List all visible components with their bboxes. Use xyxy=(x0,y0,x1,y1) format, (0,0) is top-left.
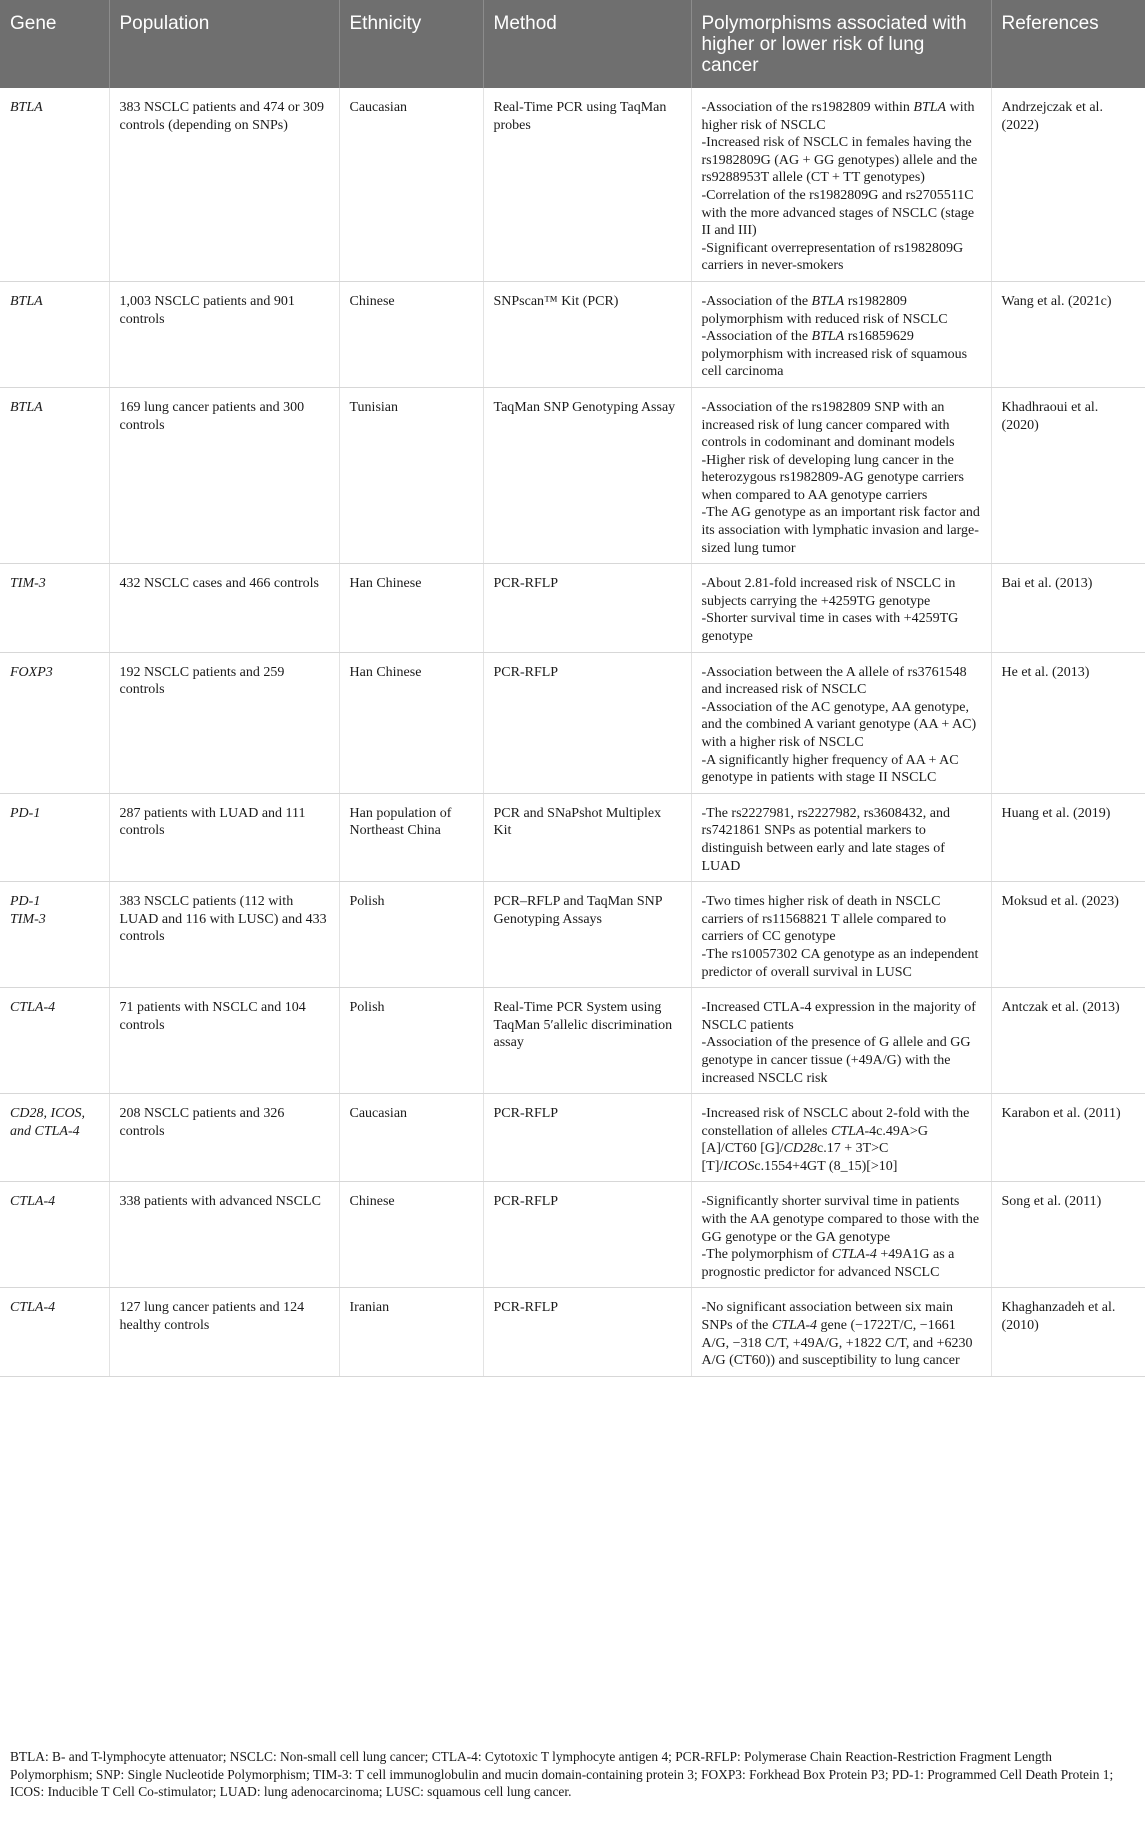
cell-population: 287 patients with LUAD and 111 controls xyxy=(109,793,339,881)
polymorphism-finding: -Association of the rs1982809 SNP with an increased risk of lung cancer compared with controls in codominant and dominant models xyxy=(701,399,955,451)
gene-name: CD28, ICOS, and CTLA-4 xyxy=(10,1106,86,1139)
polymorphism-finding: -The rs10057302 CA genotype as an independent predictor of overall survival in LUSC xyxy=(701,946,979,980)
polymorphism-finding: -Two times higher risk of death in NSCLC carriers of rs11568821 T allele compared to carriers of CC genotype xyxy=(701,894,947,945)
cell-ethnicity: Polish xyxy=(339,882,483,988)
cell-population: 383 NSCLC patients and 474 or 309 controls (depending on SNPs) xyxy=(109,88,339,281)
polymorphism-finding: -The rs2227981, rs2227982, rs3608432, and rs7421861 SNPs as potential markers to distinguish between early and late stages of LUAD xyxy=(701,805,950,874)
gene-name: TIM-3 xyxy=(10,576,46,592)
cell-method: PCR-RFLP xyxy=(483,1288,691,1376)
cell-gene xyxy=(0,88,109,281)
cell-reference: Moksud et al. (2023) xyxy=(991,882,1145,988)
cell-gene xyxy=(0,1094,109,1182)
cell-polymorphisms xyxy=(691,1182,991,1288)
polymorphism-finding: -Significant overrepresentation of rs1982809G carriers in never-smokers xyxy=(701,240,964,274)
cell-ethnicity: Iranian xyxy=(339,1288,483,1376)
cell-ethnicity: Han Chinese xyxy=(339,652,483,793)
table-row xyxy=(0,1182,1145,1288)
gene-name: BTLA xyxy=(10,399,43,415)
cell-method: TaqMan SNP Genotyping Assay xyxy=(483,387,691,563)
cell-population: 383 NSCLC patients (112 with LUAD and 116 with LUSC) and 433 controls xyxy=(109,882,339,988)
table-row xyxy=(0,564,1145,652)
cell-gene xyxy=(0,988,109,1094)
header-gene: Gene xyxy=(0,0,109,88)
table-row xyxy=(0,1288,1145,1376)
cell-population: 127 lung cancer patients and 124 healthy controls xyxy=(109,1288,339,1376)
cell-reference: Karabon et al. (2011) xyxy=(991,1094,1145,1182)
header-references: References xyxy=(991,0,1145,88)
header-row xyxy=(0,0,1145,88)
cell-ethnicity: Polish xyxy=(339,988,483,1094)
polymorphism-finding: -Association between the A allele of rs3761548 and increased risk of NSCLC xyxy=(701,664,967,698)
cell-gene xyxy=(0,793,109,881)
polymorphism-finding: -Association of the BTLA rs16859629 polymorphism with increased risk of squamous cell carcinoma xyxy=(701,329,968,380)
cell-ethnicity: Caucasian xyxy=(339,88,483,281)
cell-method: Real-Time PCR System using TaqMan 5′allelic discrimination assay xyxy=(483,988,691,1094)
cell-reference: Khaghanzadeh et al. (2010) xyxy=(991,1288,1145,1376)
cell-population: 169 lung cancer patients and 300 controls xyxy=(109,387,339,563)
cell-polymorphisms xyxy=(691,1288,991,1376)
gene-name: TIM-3 xyxy=(10,911,46,927)
gene-name: PD-1 xyxy=(10,894,41,910)
cell-polymorphisms xyxy=(691,564,991,652)
cell-polymorphisms xyxy=(691,88,991,281)
table-row xyxy=(0,882,1145,988)
cell-ethnicity: Chinese xyxy=(339,281,483,387)
cell-reference: Song et al. (2011) xyxy=(991,1182,1145,1288)
cell-population: 432 NSCLC cases and 466 controls xyxy=(109,564,339,652)
cell-reference: Wang et al. (2021c) xyxy=(991,281,1145,387)
polymorphism-finding: -Shorter survival time in cases with +4259TG genotype xyxy=(701,611,959,645)
table-row xyxy=(0,793,1145,881)
cell-method: PCR–RFLP and TaqMan SNP Genotyping Assays xyxy=(483,882,691,988)
polymorphism-finding: -The polymorphism of CTLA-4 +49A1G as a prognostic predictor for advanced NSCLC xyxy=(701,1247,955,1280)
cell-population: 71 patients with NSCLC and 104 controls xyxy=(109,988,339,1094)
cell-reference: Bai et al. (2013) xyxy=(991,564,1145,652)
polymorphism-finding: -Correlation of the rs1982809G and rs2705511C with the more advanced stages of NSCLC (stage II and III) xyxy=(701,187,975,239)
cell-population: 192 NSCLC patients and 259 controls xyxy=(109,652,339,793)
header-method: Method xyxy=(483,0,691,88)
cell-ethnicity: Chinese xyxy=(339,1182,483,1288)
cell-method: Real-Time PCR using TaqMan probes xyxy=(483,88,691,281)
table-row xyxy=(0,652,1145,793)
cell-gene xyxy=(0,564,109,652)
table-body xyxy=(0,88,1145,1376)
polymorphism-finding: -Increased risk of NSCLC about 2-fold with the constellation of alleles CTLA-4c.49A>G [A]/CT60 [G]/CD28c.17 + 3T>C [T]/ICOSc.1554+4GT (8_15)[>10] xyxy=(701,1106,970,1174)
polymorphism-finding: -Increased risk of NSCLC in females having the rs1982809G (AG + GG genotypes) allele and the rs9288953T allele (CT + TT genotypes) xyxy=(701,135,978,186)
cell-gene xyxy=(0,882,109,988)
cell-reference: Huang et al. (2019) xyxy=(991,793,1145,881)
polymorphism-finding: -Higher risk of developing lung cancer in the heterozygous rs1982809-AG genotype carriers when compared to AA genotype carriers xyxy=(701,452,964,503)
table-row xyxy=(0,281,1145,387)
polymorphism-finding: -A significantly higher frequency of AA + AC genotype in patients with stage II NSCLC xyxy=(701,752,959,786)
cell-gene xyxy=(0,652,109,793)
table-footnote: BTLA: B- and T-lymphocyte attenuator; NSCLC: Non-small cell lung cancer; CTLA-4: Cytotoxic T lymphocyte antigen 4; PCR-RFLP: Polymerase Chain Reaction-Restriction Fragment Length Polymorphism; SNP: Single Nucleotide Polymorphism; TIM-3: T cell immunoglobulin and mucin domain-containing protein 3; FOXP3: Forkhead Box Protein P3; PD-1: Programmed Cell Death Protein 1; ICOS: Inducible T Cell Co-stimulator; LUAD: lung adenocarcinoma; LUSC: squamous cell lung cancer. xyxy=(10,1749,1114,1799)
cell-method: PCR-RFLP xyxy=(483,1182,691,1288)
table-row xyxy=(0,88,1145,281)
gene-name: CTLA-4 xyxy=(10,1300,56,1316)
cell-reference: Khadhraoui et al. (2020) xyxy=(991,387,1145,563)
cell-gene xyxy=(0,387,109,563)
polymorphism-finding: -The AG genotype as an important risk factor and its association with lymphatic invasion and large-sized lung tumor xyxy=(701,505,980,556)
cell-polymorphisms xyxy=(691,652,991,793)
polymorphism-finding: -Significantly shorter survival time in patients with the AA genotype compared to those with the GG genotype or the GA genotype xyxy=(701,1194,980,1245)
gene-name: PD-1 xyxy=(10,805,41,821)
cell-polymorphisms xyxy=(691,988,991,1094)
cell-population: 1,003 NSCLC patients and 901 controls xyxy=(109,281,339,387)
cell-ethnicity: Tunisian xyxy=(339,387,483,563)
header-polymorphisms: Polymorphisms associated with higher or lower risk of lung cancer xyxy=(691,0,991,88)
cell-gene xyxy=(0,281,109,387)
cell-polymorphisms xyxy=(691,281,991,387)
cell-polymorphisms xyxy=(691,882,991,988)
cell-reference: He et al. (2013) xyxy=(991,652,1145,793)
table-row xyxy=(0,387,1145,563)
cell-polymorphisms xyxy=(691,387,991,563)
cell-population: 208 NSCLC patients and 326 controls xyxy=(109,1094,339,1182)
polymorphism-finding: -Association of the AC genotype, AA genotype, and the combined A variant genotype (AA + AC) with a higher risk of NSCLC xyxy=(701,699,977,750)
gene-name: BTLA xyxy=(10,100,43,115)
cell-reference: Antczak et al. (2013) xyxy=(991,988,1145,1094)
table-row xyxy=(0,1094,1145,1182)
polymorphism-finding: -Association of the presence of G allele and GG genotype in cancer tissue (+49A/G) with the increased NSCLC risk xyxy=(701,1035,971,1086)
gene-name: CTLA-4 xyxy=(10,1194,56,1210)
table-row xyxy=(0,988,1145,1094)
cell-gene xyxy=(0,1288,109,1376)
cell-ethnicity: Han Chinese xyxy=(339,564,483,652)
polymorphism-finding: -Increased CTLA-4 expression in the majority of NSCLC patients xyxy=(701,1000,976,1033)
gene-name: CTLA-4 xyxy=(10,1000,56,1016)
gene-name: BTLA xyxy=(10,293,43,309)
table-header xyxy=(0,0,1145,88)
cell-polymorphisms xyxy=(691,793,991,881)
polymorphism-finding: -No significant association between six main SNPs of the CTLA-4 gene (−1722T/C, −1661 A/G, −318 C/T, +49A/G, +1822 C/T, and +6230 A/G (CT60)) and susceptibility to lung cancer xyxy=(701,1300,973,1369)
polymorphism-finding: -Association of the BTLA rs1982809 polymorphism with reduced risk of NSCLC xyxy=(701,293,948,327)
cell-method: PCR-RFLP xyxy=(483,652,691,793)
header-ethnicity: Ethnicity xyxy=(339,0,483,88)
polymorphism-finding: -About 2.81-fold increased risk of NSCLC in subjects carrying the +4259TG genotype xyxy=(701,576,956,609)
cell-method: PCR-RFLP xyxy=(483,1094,691,1182)
cell-reference: Andrzejczak et al. (2022) xyxy=(991,88,1145,281)
cell-population: 338 patients with advanced NSCLC xyxy=(109,1182,339,1288)
cell-ethnicity: Han population of Northeast China xyxy=(339,793,483,881)
cell-polymorphisms xyxy=(691,1094,991,1182)
cell-ethnicity: Caucasian xyxy=(339,1094,483,1182)
cell-method: PCR-RFLP xyxy=(483,564,691,652)
cell-gene xyxy=(0,1182,109,1288)
header-population: Population xyxy=(109,0,339,88)
cell-method: SNPscan™ Kit (PCR) xyxy=(483,281,691,387)
polymorphism-finding: -Association of the rs1982809 within BTLA with higher risk of NSCLC xyxy=(701,100,975,133)
cell-method: PCR and SNaPshot Multiplex Kit xyxy=(483,793,691,881)
gene-name: FOXP3 xyxy=(10,664,53,680)
